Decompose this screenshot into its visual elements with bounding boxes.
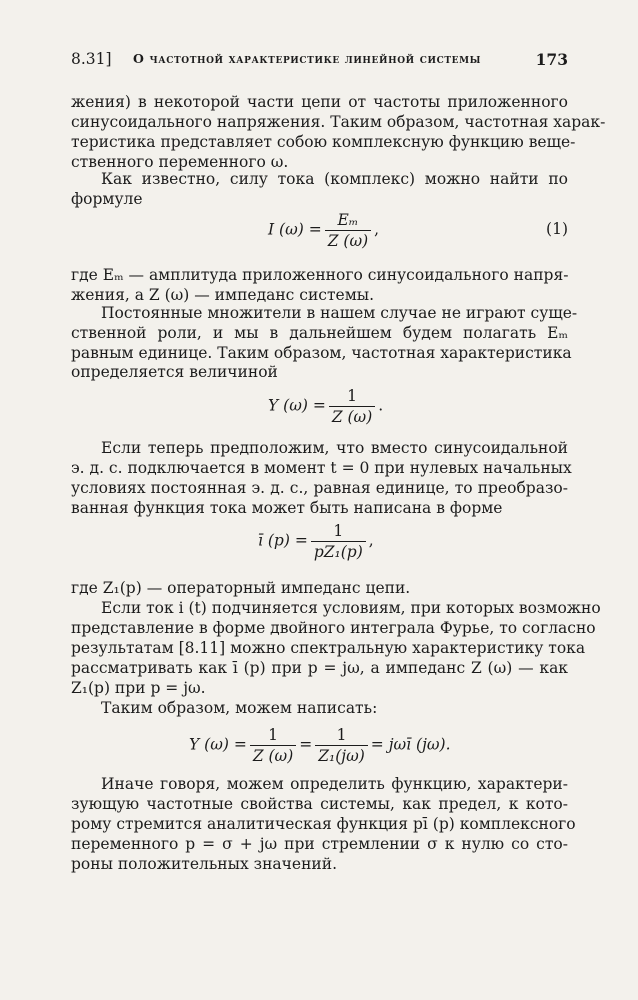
equation-2 <box>268 386 383 427</box>
text-line: зующую частотные свойства системы, как предел, к кото- <box>71 795 568 813</box>
eq3-tail: , <box>368 531 374 550</box>
eq4-equals: = <box>299 735 313 754</box>
text-line: Z₁(p) при p = jω. <box>71 679 206 697</box>
text-line: где Z₁(p) — операторный импеданс цепи. <box>71 579 411 597</box>
text-line: формуле <box>71 190 143 208</box>
text-line: условиях постоянная э. д. с., равная единице, то преобразо- <box>71 479 568 497</box>
text-line: результатам [8.11] можно спектральную характеристику тока <box>71 639 586 657</box>
eq4-lhs: Y (ω) = <box>189 735 247 754</box>
eq3-denominator: pZ₁(p) <box>313 543 363 561</box>
text-line: рому стремится аналитическая функция pī (p) комплексного <box>71 815 576 833</box>
text-line: определяется величиной <box>71 363 278 381</box>
running-header <box>71 50 568 72</box>
eq1-tail: , <box>374 220 380 239</box>
text-line: Постоянные множители в нашем случае не играют суще- <box>101 304 578 322</box>
eq1-numerator: Eₘ <box>325 210 371 231</box>
text-line: ванная функция тока может быть написана в форме <box>71 499 503 517</box>
text-line: роны положительных значений. <box>71 855 338 873</box>
text-line: жения) в некоторой части цепи от частоты приложенного <box>71 93 568 111</box>
page-number: 173 <box>535 50 568 69</box>
eq3-numerator: 1 <box>311 521 366 542</box>
eq2-tail: . <box>378 396 384 415</box>
text-line: Если ток i (t) подчиняется условиям, при которых возможно <box>101 599 601 617</box>
text-line: Таким образом, можем написать: <box>101 699 378 717</box>
text-line: э. д. с. подключается в момент t = 0 при нулевых начальных <box>71 459 572 477</box>
text-line: представление в форме двойного интеграла Фурье, то согласно <box>71 619 596 637</box>
equation-1 <box>268 210 379 251</box>
eq3-lhs: ī (p) = <box>258 531 308 550</box>
text-line: Иначе говоря, можем определить функцию, характери- <box>101 775 568 793</box>
running-title: О частотной характеристике линейной системы <box>133 51 482 66</box>
equation-3 <box>258 521 374 562</box>
eq2-lhs: Y (ω) = <box>268 396 326 415</box>
text-line: Как известно, силу тока (комплекс) можно найти по <box>101 170 568 188</box>
eq4-numerator-1: 1 <box>250 725 296 746</box>
section-number: 8.31] <box>71 50 112 68</box>
eq4-denominator-2: Z₁(jω) <box>318 747 365 765</box>
eq4-tail: = jωī (jω). <box>370 735 451 754</box>
text-line: ственной роли, и мы в дальнейшем будем полагать Eₘ <box>71 324 568 342</box>
equation-4 <box>189 725 451 766</box>
text-line: теристика представляет собою комплексную функцию веще- <box>71 133 576 151</box>
text-line: синусоидального напряжения. Таким образом, частотная харак- <box>71 113 606 131</box>
text-line: Если теперь предположим, что вместо синусоидальной <box>101 439 568 457</box>
eq2-denominator: Z (ω) <box>331 408 373 426</box>
text-line: где Eₘ — амплитуда приложенного синусоидального напря- <box>71 266 569 284</box>
eq1-lhs: I (ω) = <box>268 220 322 239</box>
text-line: переменного p = σ + jω при стремлении σ к нулю со сто- <box>71 835 568 853</box>
text-line: ственного переменного ω. <box>71 153 289 171</box>
eq1-denominator: Z (ω) <box>327 232 369 250</box>
eq4-denominator-1: Z (ω) <box>252 747 294 765</box>
text-line: равным единице. Таким образом, частотная характеристика <box>71 344 572 362</box>
equation-number: (1) <box>546 220 568 238</box>
text-line: жения, а Z (ω) — импеданс системы. <box>71 286 375 304</box>
eq2-numerator: 1 <box>329 386 375 407</box>
text-line: рассматривать как ī (p) при p = jω, а импеданс Z (ω) — как <box>71 659 568 677</box>
eq4-numerator-2: 1 <box>315 725 368 746</box>
